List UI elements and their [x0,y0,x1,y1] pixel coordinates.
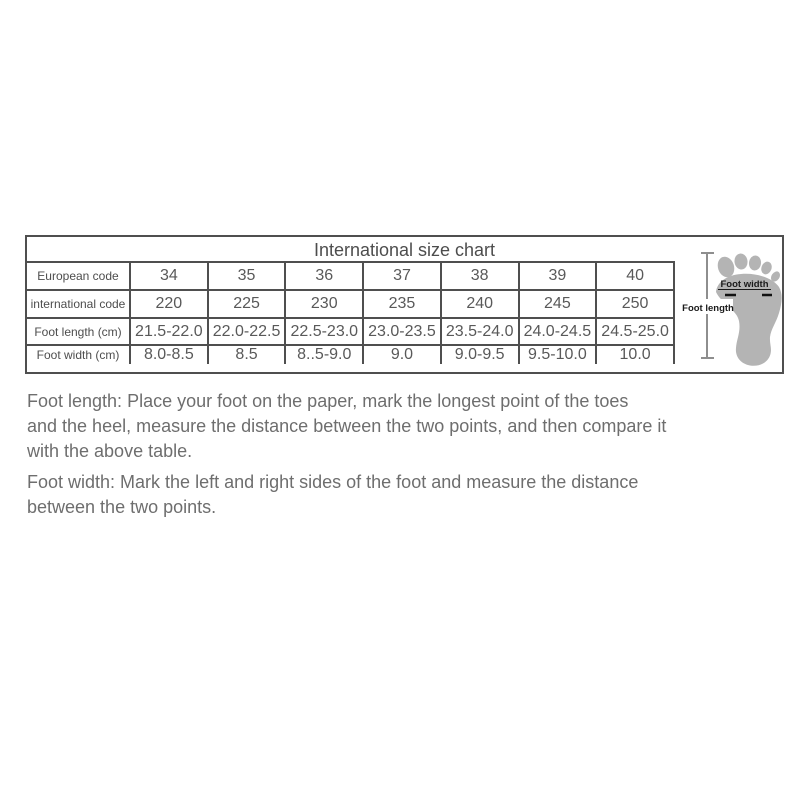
size-cell: 23.0-23.5 [363,318,441,345]
foot-toe [733,253,748,271]
size-cell: 37 [363,262,441,290]
size-cell: 240 [441,290,519,318]
size-cell: 40 [596,262,674,290]
size-cell: 22.5-23.0 [285,318,363,345]
size-cell: 250 [596,290,674,318]
instruction-line: Foot width: Mark the left and right sides of the foot and measure the distance [27,472,639,492]
size-cell: 21.5-22.0 [130,318,208,345]
instruction-line: with the above table. [27,441,193,461]
size-cell: 34 [130,262,208,290]
row-header: Foot width (cm) [27,345,130,364]
size-cell: 39 [519,262,597,290]
measurement-instructions [27,389,666,520]
size-cell: 245 [519,290,597,318]
size-cell: 9.5-10.0 [519,345,597,364]
table-row-foot-length [27,318,674,345]
size-cell: 220 [130,290,208,318]
foot-length-label: Foot length [682,303,734,314]
size-cell: 8.5 [208,345,286,364]
size-chart-table [27,261,675,364]
size-cell: 230 [285,290,363,318]
size-cell: 36 [285,262,363,290]
size-chart-box [25,235,784,374]
size-cell: 9.0-9.5 [441,345,519,364]
instruction-line: between the two points. [27,497,217,517]
size-cell: 35 [208,262,286,290]
size-cell: 38 [441,262,519,290]
row-header: European code [27,262,130,290]
size-cell: 24.5-25.0 [596,318,674,345]
foot-measurement-diagram [675,237,782,372]
table-row-european-code [27,262,674,290]
size-chart-title: International size chart [313,240,496,260]
foot-toe [759,260,773,276]
row-header: international code [27,290,130,318]
size-cell: 10.0 [596,345,674,364]
foot-toe [748,255,762,272]
instruction-line: and the heel, measure the distance between the two points, and then compare it [27,416,667,436]
table-row-foot-width [27,345,674,364]
size-cell: 23.5-24.0 [441,318,519,345]
size-cell: 8.0-8.5 [130,345,208,364]
size-cell: 22.0-22.5 [208,318,286,345]
row-header: Foot length (cm) [27,318,130,345]
footprint-icon [675,237,782,372]
size-cell: 225 [208,290,286,318]
instruction-line: Foot length: Place your foot on the paper, mark the longest point of the toes [27,391,629,411]
size-cell: 8..5-9.0 [285,345,363,364]
size-cell: 235 [363,290,441,318]
table-row-international-code [27,290,674,318]
foot-width-label: Foot width [720,279,769,290]
size-cell: 9.0 [363,345,441,364]
size-cell: 24.0-24.5 [519,318,597,345]
